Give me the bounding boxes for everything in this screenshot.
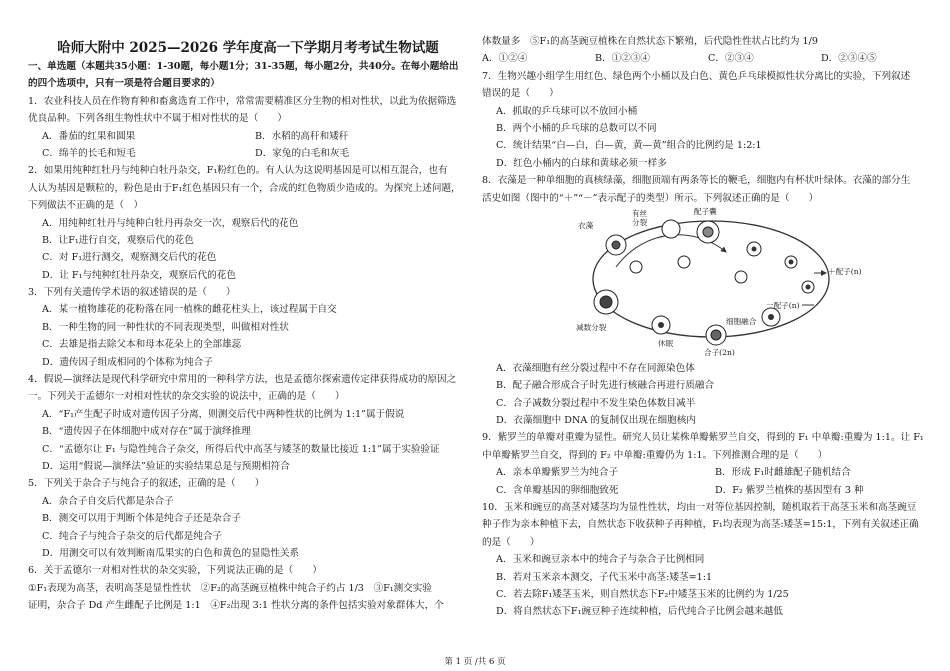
q10-stem-line2: 种子作为亲本种植下去，自然状态下收获种子再种植，F₁均表现为高茎:矮茎=15:1，下列有关叙述正确 (482, 519, 919, 531)
label-alga: 衣藻 (578, 220, 594, 230)
q6-option-a: A．①②④ (482, 53, 528, 65)
label-cell-fusion: 细胞融合 (726, 316, 757, 326)
q9-stem-line2: 中单瓣紫罗兰自交，得到的 F₂ 中单瓣:重瓣仍为 1:1。下列推测合理的是（ ） (482, 449, 828, 461)
q2-option-c: C．对 F₁进行测交，观察测交后代的花色 (42, 252, 217, 264)
q8-stem-line2: 活史如图（图中的“＋”“－”表示配子的类型）所示。下列叙述正确的是（ ） (482, 192, 819, 204)
section-header-line2: 的四个选项中，只有一项是符合题目要求的） (28, 78, 220, 90)
q8-option-a: A．衣藻细胞有丝分裂过程中不存在同源染色体 (496, 362, 695, 374)
q7-stem-line2: 错误的是（ ） (482, 88, 559, 100)
q9-option-a: A．亲本单瓣紫罗兰为纯合子 (496, 467, 619, 479)
q6-option-b: B．①②③④ (595, 53, 651, 65)
life-cycle-figure (576, 207, 876, 360)
label-mitosis: 有丝分裂 (632, 208, 648, 227)
q4-stem-line1: 4．假说—演绎法是现代科学研究中常用的一种科学方法，也是孟德尔探索遗传定律获得成功的原因之 (28, 374, 457, 386)
q6-options (482, 50, 934, 67)
label-meiosis: 减数分裂 (576, 322, 607, 332)
label-plus-gamete: ＋配子(n) (828, 266, 862, 276)
q2-stem-line3: 下列做法不正确的是（ ） (28, 200, 144, 212)
q10-option-c: C．若去除F₁矮茎玉米，则自然状态下F₂中矮茎玉米的比例约为 1/25 (496, 588, 789, 600)
q2-stem-line1: 2．如果用纯种红牡丹与纯种白牡丹杂交，F₁粉红色的。有人认为这说明基因是可以相互混合，也有 (28, 165, 448, 177)
q4-option-d: D．运用“假说—演绎法”验证的实验结果总是与预期相符合 (42, 460, 290, 472)
q7-option-b: B．两个小桶的乒乓球的总数可以不同 (496, 122, 657, 134)
right-column (482, 33, 934, 621)
q6-option-d: D．②③④⑤ (821, 53, 877, 65)
q8-option-c: C．合子减数分裂过程中不发生染色体数目减半 (496, 397, 696, 409)
q1-option-c: C．绵羊的长毛和短毛 (42, 147, 136, 159)
q10-stem-line1: 10．玉米和豌豆的高茎对矮茎均为显性性状，均由一对等位基因控制，随机取若干高茎玉米和高茎豌豆 (482, 502, 917, 514)
q3-stem: 3．下列有关遗传学术语的叙述错误的是（ ） (28, 287, 236, 299)
q4-stem-line2: 一。下列关于孟德尔一对相对性状的杂交实验的说法中，正确的是（ ） (28, 391, 345, 403)
page-footer: 第 1 页 /共 6 页 (444, 657, 506, 667)
left-column (28, 0, 468, 615)
q5-option-b: B．测交可以用于判断个体是纯合子还是杂合子 (42, 513, 241, 525)
q4-option-a: A．“F₁产生配子时成对遗传因子分离，则测交后代中两种性状的比例为 1:1”属于假说 (42, 408, 405, 420)
q2-option-b: B．让F₁进行自交，观察后代的花色 (42, 234, 194, 246)
q9-options-row2 (482, 482, 934, 499)
label-gametangium: 配子囊 (694, 206, 717, 216)
q9-stem-line1: 9．紫罗兰的单瓣对重瓣为显性。研究人员让某株单瓣紫罗兰自交，得到的 F₁ 中单瓣:重瓣为 1:1。让 F₁ (482, 432, 924, 444)
q1-options-row1 (28, 128, 468, 145)
q9-option-d: D．F₂ 紫罗兰植株的基因型有 3 种 (715, 484, 864, 496)
chlamydomonas-life-cycle-diagram (576, 207, 876, 360)
q7-option-d: D．红色小桶内的白球和黄球必须一样多 (496, 157, 667, 169)
q7-option-a: A．抓取的乒乓球可以不放回小桶 (496, 105, 638, 117)
q6-statements-line3: 体数量多 ⑤F₁的高茎豌豆植株在自然状态下繁殖，后代隐性性状占比约为 1/9 (482, 36, 818, 47)
q1-options-row2 (28, 145, 468, 162)
q7-option-c: C．统计结果“白—白，白—黄，黄—黄”组合的比例约是 1:2:1 (496, 140, 762, 152)
q10-option-d: D．将自然状态下F₁豌豆种子连续种植，后代纯合子比例会越来越低 (496, 606, 783, 618)
q4-option-c: C．“孟德尔让 F₁ 与隐性纯合子杂交，所得后代中高茎与矮茎的数量比接近 1:1”属于实验验证 (42, 443, 440, 455)
q5-option-c: C．纯合子与纯合子杂交的后代都是纯合子 (42, 530, 223, 542)
q2-option-d: D．让 F₁与纯种红牡丹杂交，观察后代的花色 (42, 269, 236, 281)
q10-option-b: B．若对玉米亲本测交，子代玉米中高茎:矮茎=1:1 (496, 571, 713, 583)
q10-stem-line3: 的是（ ） (482, 536, 540, 548)
q9-options-row1 (482, 464, 934, 481)
q1-stem-line1: 1．农业科技人员在作物育种和畜禽选育工作中，常常需要精准区分生物的相对性状，以此为依据筛选 (28, 95, 457, 107)
q9-option-c: C．含单瓣基因的卵细胞致死 (496, 484, 619, 496)
q5-option-d: D．用测交可以有效判断南瓜果实的白色和黄色的显隐性关系 (42, 547, 300, 559)
q6-option-c: C．②③④ (708, 53, 754, 65)
q1-stem-line2: 优良品种。下列各组生物性状中不属于相对性状的是（ ） (28, 113, 288, 125)
q5-option-a: A．杂合子自交后代都是杂合子 (42, 495, 174, 507)
q6-statements-line2: 证明，杂合子 Dd 产生雌配子比例是 1:1 ④F₂出现 3:1 性状分离的条件包括实验对象群体大，个 (28, 600, 444, 612)
q9-option-b: B．形成 F₁时雌雄配子随机结合 (715, 467, 851, 479)
section-header-line1: 一、单选题（本题共35小题：1-30题，每小题1分；31-35题，每小题2分，共40分。在每小题给出 (28, 61, 459, 72)
q3-option-c: C．去雄是指去除父本和母本花朵上的全部雄蕊 (42, 339, 242, 351)
q8-option-d: D．衣藻细胞中 DNA 的复制仅出现在细胞核内 (496, 415, 696, 427)
q2-stem-line2: 人认为基因是颗粒的，粉色是由于F₁红色基因只有一个，合成的红色物质少造成的。为探究上述问题， (28, 182, 461, 194)
q7-stem-line1: 7．生物兴趣小组学生用红色、绿色两个小桶以及白色、黄色乒乓球模拟性状分离比的实验，下列叙述 (482, 70, 911, 82)
q6-statements-line1: ①F₁表现为高茎，表明高茎是显性性状 ②F₂的高茎豌豆植株中纯合子约占 1/3 ③F₁测交实验 (28, 582, 432, 594)
alga-nucleus (612, 241, 620, 249)
label-zygote: 合子(2n) (704, 347, 735, 357)
q10-option-a: A．玉米和豌豆亲本中的纯合子与杂合子比例相同 (496, 554, 705, 566)
q8-stem-line1: 8．衣藻是一种单细胞的真核绿藻，细胞顶端有两条等长的鞭毛，细胞内有杯状叶绿体。衣藻的部分生 (482, 175, 911, 187)
q3-option-b: B．一种生物的同一种性状的不同表现类型，叫做相对性状 (42, 321, 289, 333)
q2-option-a: A．用纯种红牡丹与纯种白牡丹再杂交一次，观察后代的花色 (42, 217, 299, 229)
label-minus-gamete: 一配子(n) (766, 300, 800, 310)
q1-option-a: A．番茄的红果和圆果 (42, 130, 136, 142)
dividing-cell (662, 220, 680, 238)
q5-stem: 5．下列关于杂合子与纯合子的叙述，正确的是（ ） (28, 478, 265, 490)
q1-option-d: D．家兔的白毛和灰毛 (255, 147, 350, 159)
q1-option-b: B．水稻的高秆和矮秆 (255, 130, 349, 142)
q6-stem: 6．关于孟德尔一对相对性状的杂交实验，下列说法正确的是（ ） (28, 565, 322, 577)
label-dormant: 休眠 (658, 338, 674, 348)
q3-option-d: D．遗传因子组成相同的个体称为纯合子 (42, 356, 213, 368)
q8-option-b: B．配子融合形成合子时先进行核融合再进行质融合 (496, 380, 715, 392)
exam-title: 哈师大附中 2025—2026 学年度高一下学期月考考试生物试题 (57, 40, 439, 56)
q4-option-b: B．“遗传因子在体细胞中成对存在”属于演绎推理 (42, 426, 251, 438)
q3-option-a: A．某一植物雄花的花粉落在同一植株的雌花柱头上，该过程属于自交 (42, 304, 337, 316)
